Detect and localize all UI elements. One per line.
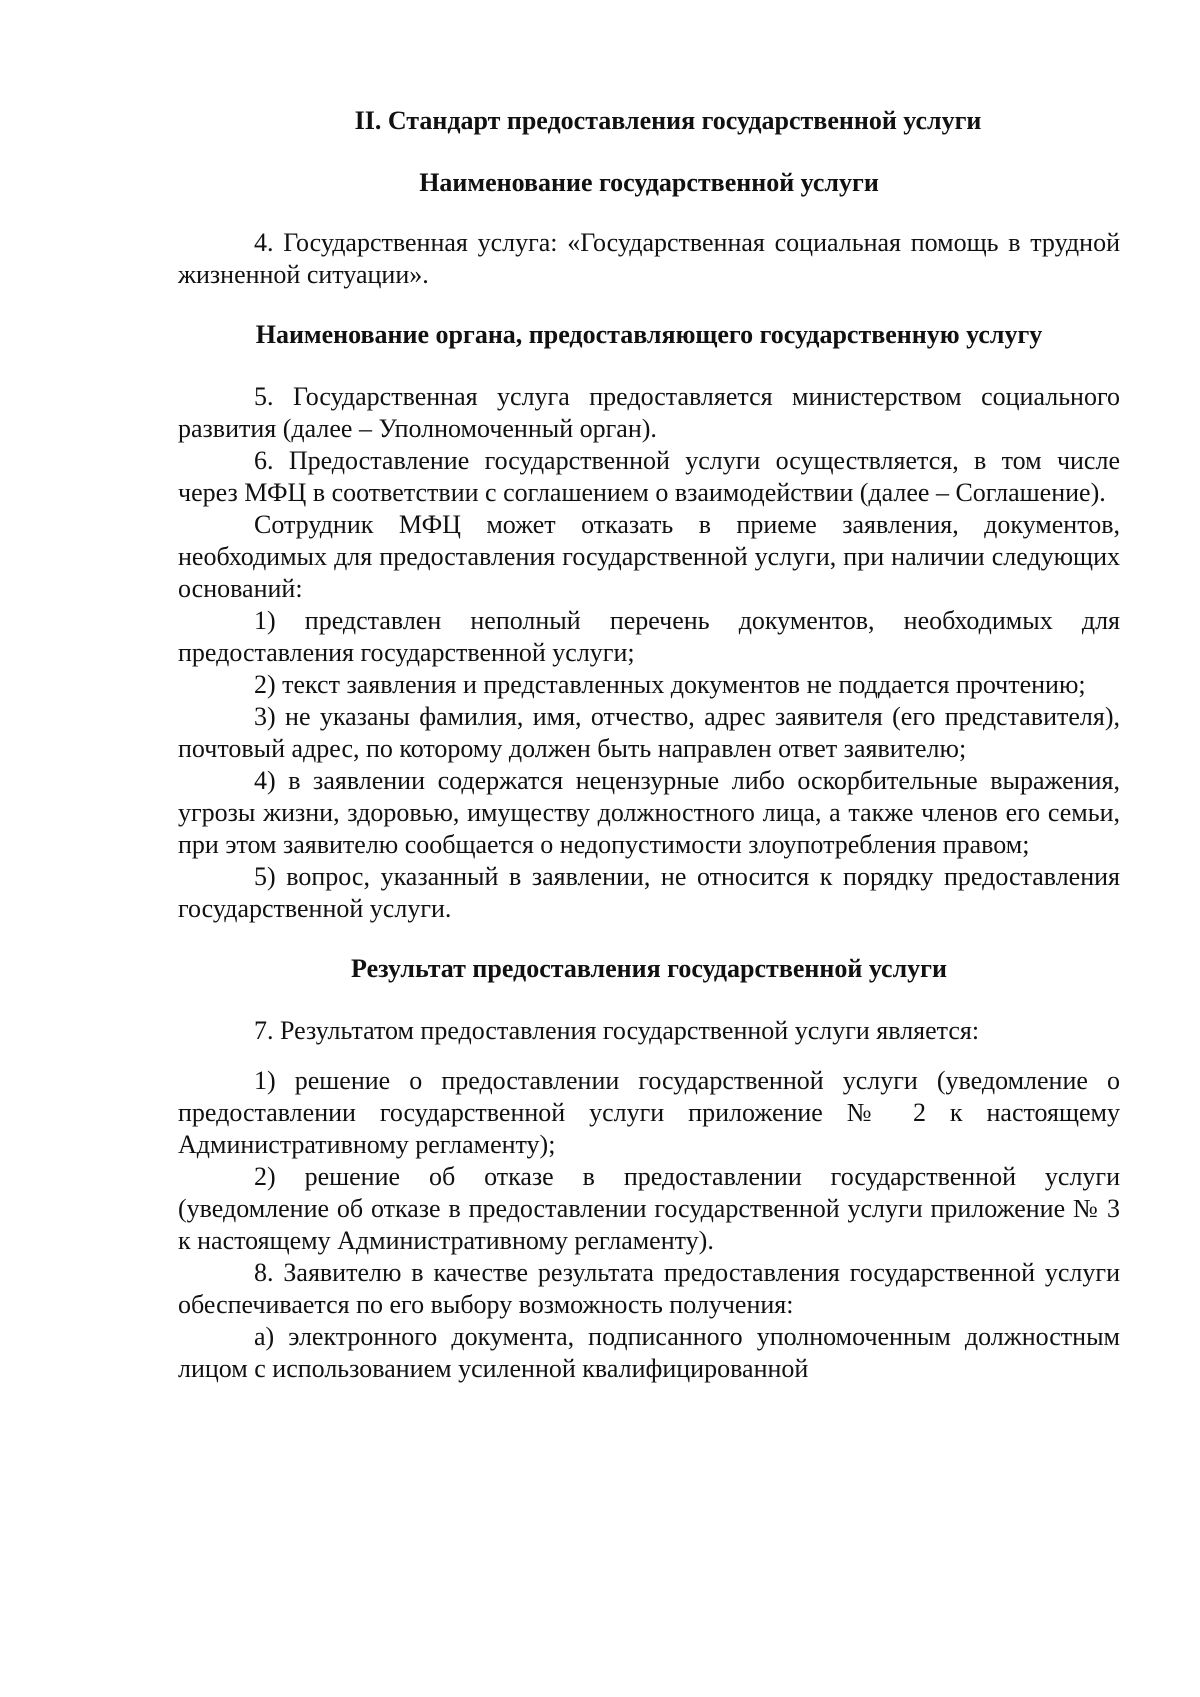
document-page (178, 105, 1120, 1385)
paragraph-7: 7. Результатом предоставления государственной услуги является: (254, 1016, 980, 1045)
refusal-item-3: 3) не указаны фамилия, имя, отчество, адрес заявителя (его представителя), почтовый адрес, по которому должен быть направлен ответ заявителю; (178, 702, 1120, 763)
service-name-heading: Наименование государственной услуги (419, 168, 879, 197)
paragraph-4: 4. Государственная услуга: «Государственная социальная помощь в трудной жизненной ситуации». (178, 228, 1120, 289)
section-title: II. Стандарт предоставления государственной услуги (354, 106, 982, 135)
paragraph-6-refusal: Сотрудник МФЦ может отказать в приеме заявления, документов, необходимых для предоставления государственной услуги, при наличии следующих оснований: (178, 510, 1120, 603)
result-item-2: 2) решение об отказе в предоставлении государственной услуги (уведомление об отказе в предоставлении государственной услуги приложение № 3 к настоящему Административному регламенту). (178, 1162, 1120, 1255)
refusal-item-5: 5) вопрос, указанный в заявлении, не относится к порядку предоставления государственной услуги. (178, 862, 1120, 923)
result-item-1: 1) решение о предоставлении государственной услуги (уведомление о предоставлении государственной услуги приложение № 2 к настоящему Административному регламенту); (178, 1066, 1120, 1159)
result-heading: Результат предоставления государственной услуги (351, 954, 947, 983)
paragraph-8-a: а) электронного документа, подписанного уполномоченным должностным лицом с использованием усиленной квалифицированной (178, 1322, 1120, 1383)
paragraph-5: 5. Государственная услуга предоставляется министерством социального развития (далее – Уполномоченный орган). (178, 382, 1120, 443)
paragraph-6: 6. Предоставление государственной услуги осуществляется, в том числе через МФЦ в соответствии с соглашением о взаимодействии (далее – Соглашение). (178, 446, 1120, 507)
refusal-item-4: 4) в заявлении содержатся нецензурные либо оскорбительные выражения, угрозы жизни, здоровью, имуществу должностного лица, а также членов его семьи, при этом заявителю сообщается о недопустимости злоупотребления правом; (178, 766, 1120, 859)
paragraph-8: 8. Заявителю в качестве результата предоставления государственной услуги обеспечивается по его выбору возможность получения: (178, 1258, 1120, 1319)
organ-heading: Наименование органа, предоставляющего государственную услугу (255, 320, 1043, 349)
refusal-item-2: 2) текст заявления и представленных документов не поддается прочтению; (254, 670, 1086, 699)
refusal-item-1: 1) представлен неполный перечень документов, необходимых для предоставления государственной услуги; (178, 606, 1120, 667)
